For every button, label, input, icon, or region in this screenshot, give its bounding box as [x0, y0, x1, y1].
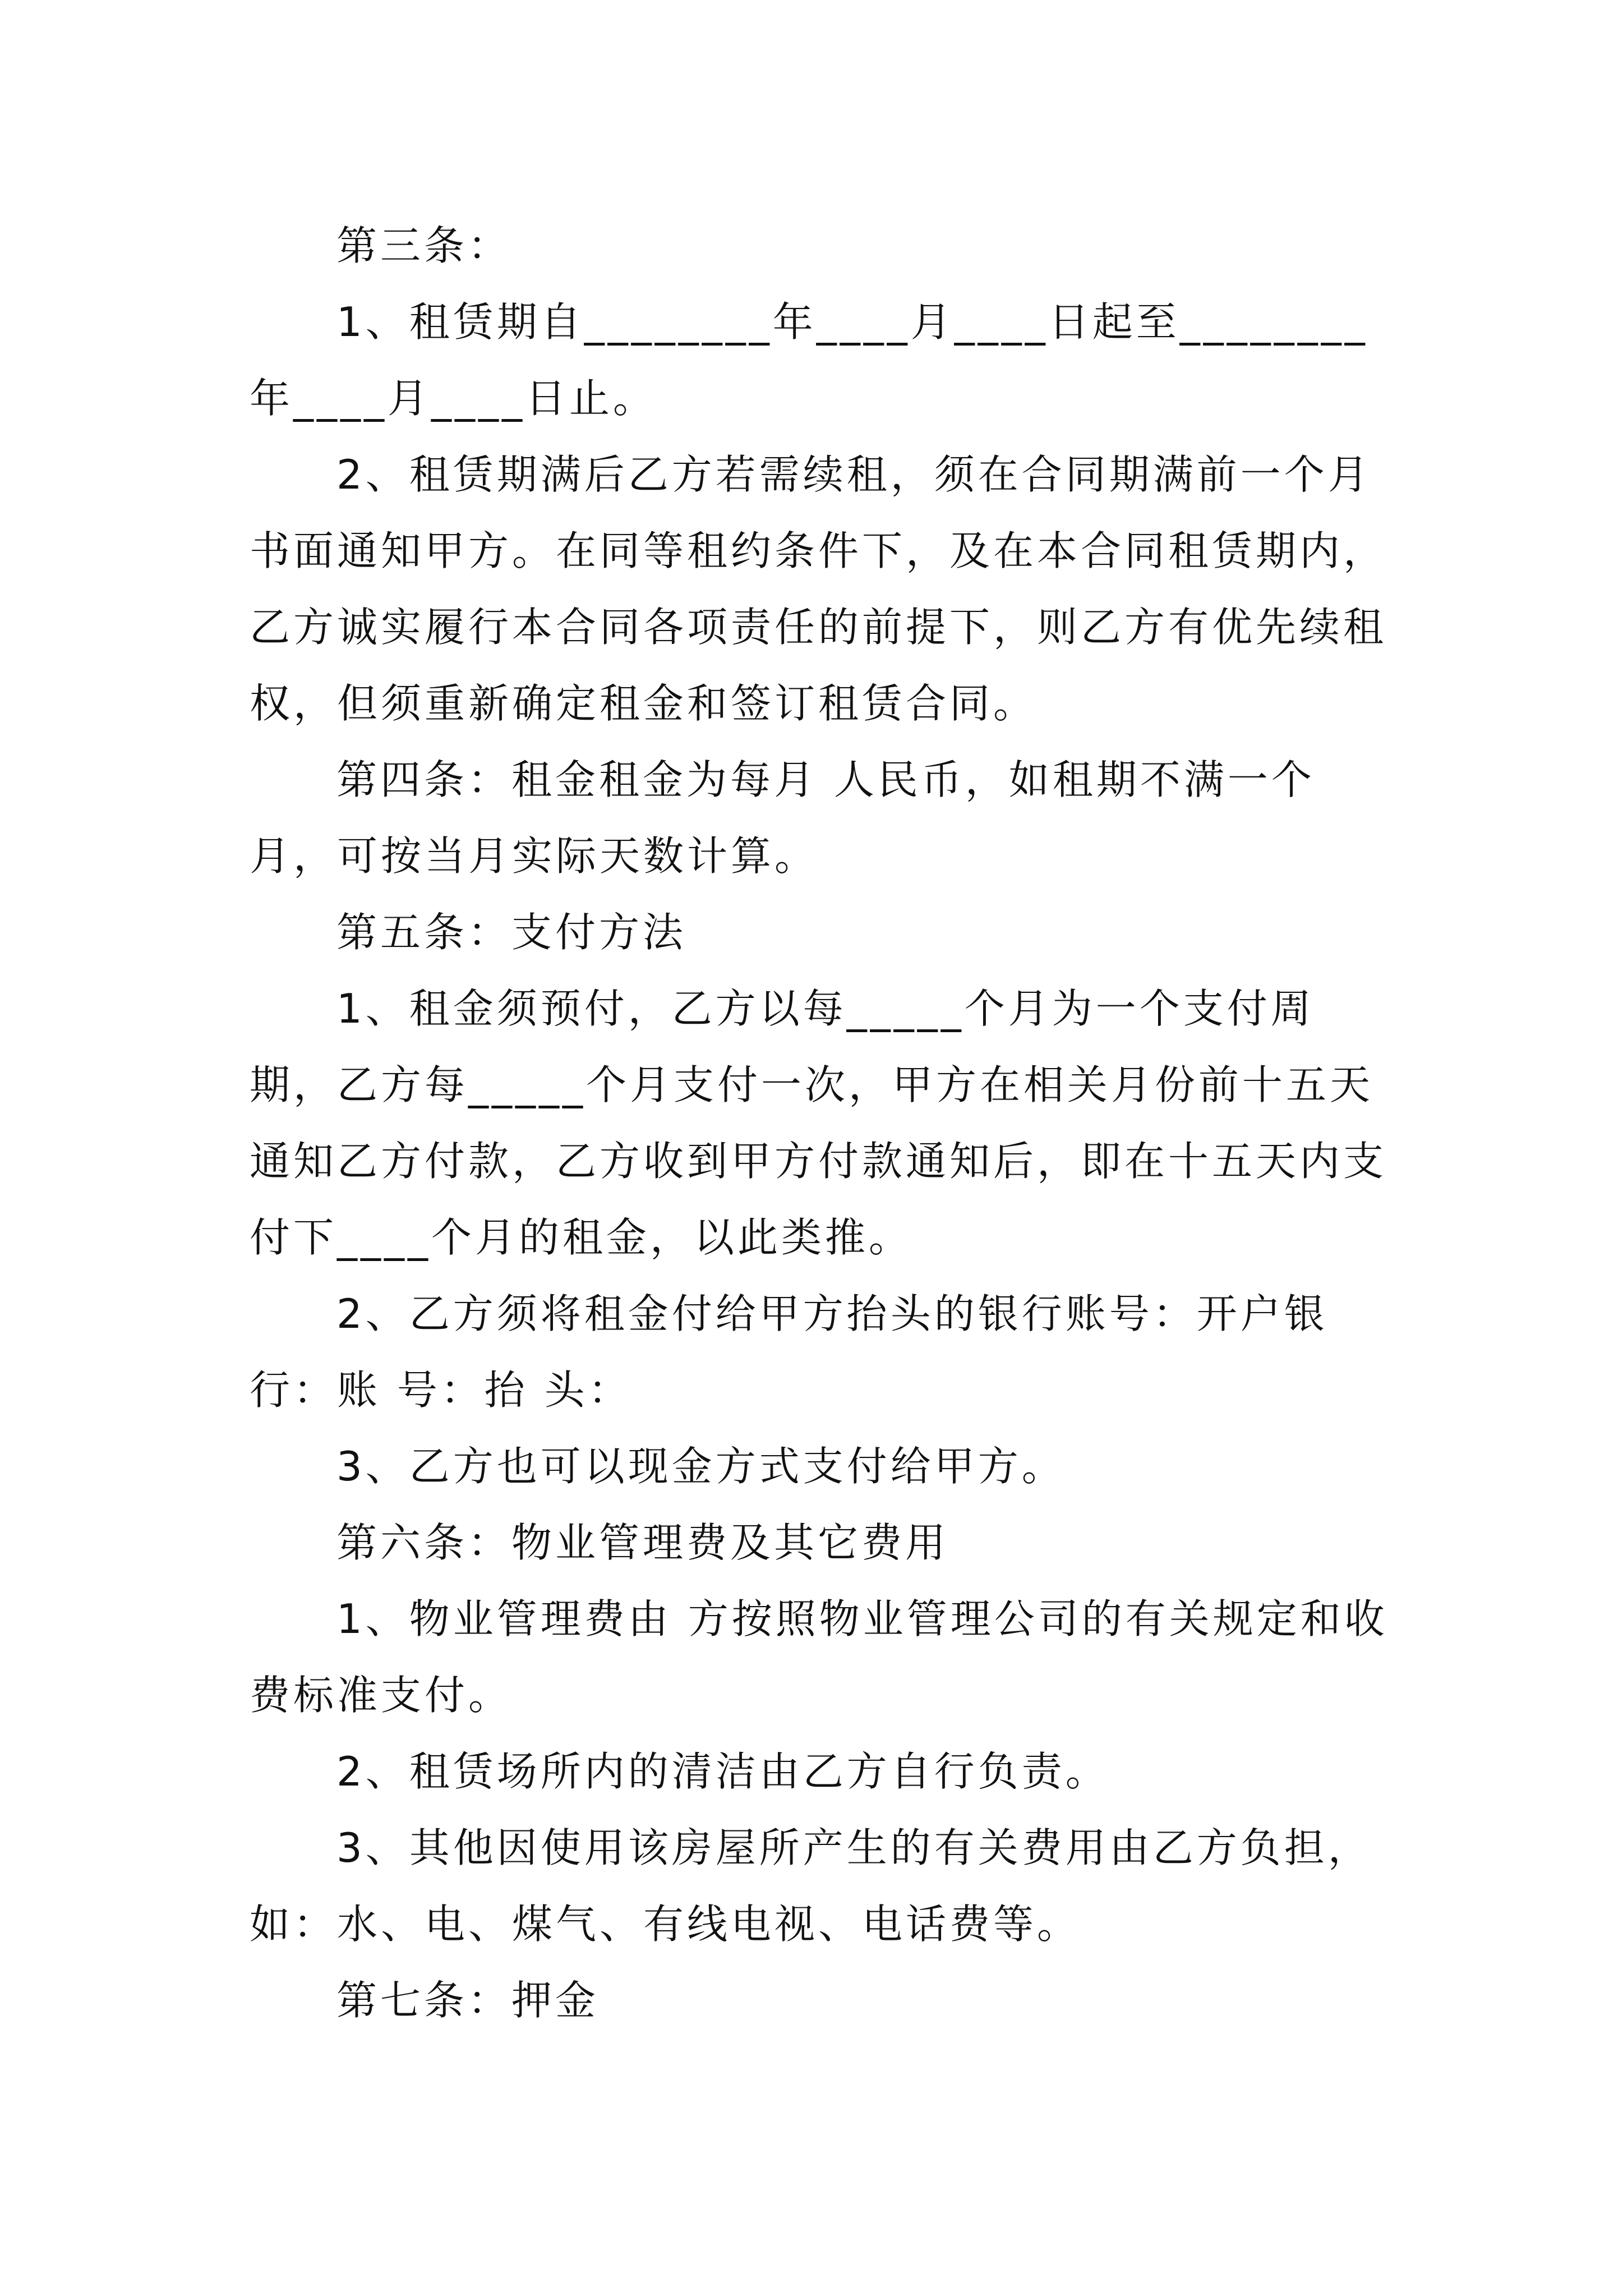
article-7-heading: 第七条：押金 [336, 1977, 600, 2024]
article-3-heading: 第三条： [336, 222, 512, 269]
article-6-clause-3: 3、其他因使用该房屋所产生的有关费用由乙方负担，如：水、电、煤气、有线电视、电话费等。 [250, 1824, 1372, 1948]
article-5-clause-2: 2、乙方须将租金付给甲方抬头的银行账号：开户银行：账 号：抬 头： [250, 1290, 1328, 1414]
article-6-clause-1: 1、物业管理费由 方按照物业管理公司的有关规定和收费标准支付。 [250, 1595, 1388, 1719]
article-5-clause-1: 1、租金须预付，乙方以每_____个月为一个支付周期，乙方每_____个月支付一次，甲方在相关月份前十五天通知乙方付款，乙方收到甲方付款通知后，即在十五天内支付下____个月的租金，以此类推。 [250, 985, 1387, 1261]
article-5-clause-3: 3、乙方也可以现金方式支付给甲方。 [336, 1443, 1066, 1490]
article-3-clause-1: 1、租赁期自________年____月____日起至________年____月____日止。 [250, 298, 1368, 422]
document-body [250, 208, 1388, 2039]
article-3-clause-2: 2、租赁期满后乙方若需续租，须在合同期满前一个月书面通知甲方。在同等租约条件下，及在本合同租赁期内，乙方诚实履行本合同各项责任的前提下，则乙方有优先续租权，但须重新确定租金和签订租赁合同。 [250, 451, 1387, 727]
article-6-clause-2: 2、租赁场所内的清洁由乙方自行负责。 [336, 1748, 1109, 1795]
article-4-rent: 第四条：租金租金为每月 人民币，如租期不满一个月，可按当月实际天数计算。 [250, 756, 1315, 880]
article-6-heading: 第六条：物业管理费及其它费用 [336, 1519, 949, 1566]
article-5-heading: 第五条：支付方法 [336, 909, 687, 956]
